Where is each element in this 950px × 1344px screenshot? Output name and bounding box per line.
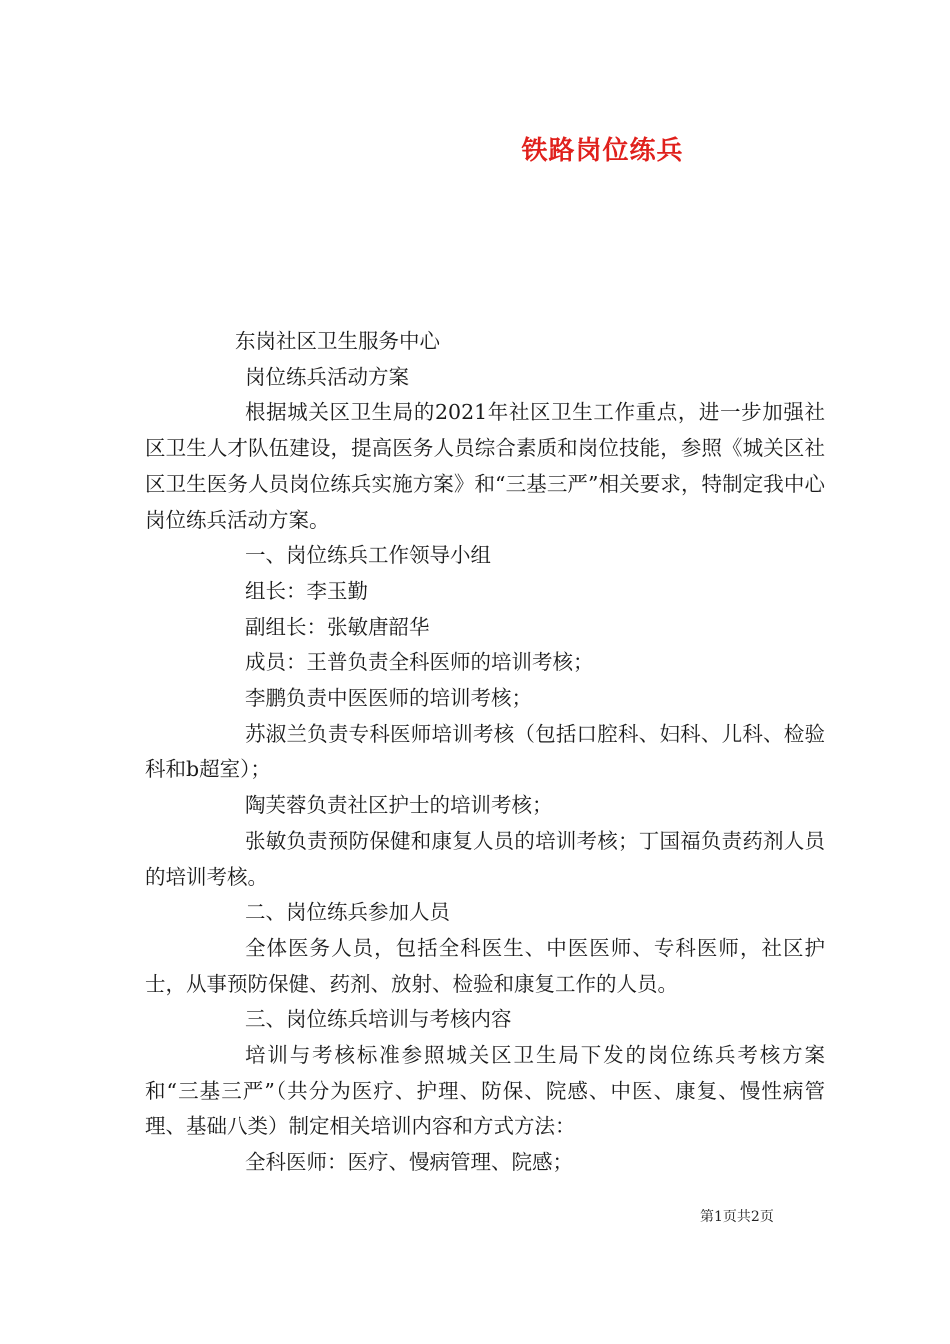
paragraph-participants: 全体医务人员，包括全科医生、中医医师、专科医师，社区护士，从事预防保健、药剂、放射、检验和康复工作的人员。 xyxy=(145,935,825,996)
paragraph-leader: 组长：李玉勤 xyxy=(245,578,368,603)
page-title: 铁路岗位练兵 xyxy=(521,136,684,166)
paragraph-deputy-leader: 副组长：张敏唐韶华 xyxy=(245,614,430,639)
paragraph-standards: 培训与考核标准参照城关区卫生局下发的岗位练兵考核方案和“三基三严”（共分为医疗、护理、防保、院感、中医、康复、慢性病管理、基础八类）制定相关培训内容和方式方法： xyxy=(145,1043,825,1139)
paragraph-organization: 东岗社区卫生服务中心 xyxy=(235,329,440,353)
paragraph-members: 成员：王普负责全科医师的培训考核； xyxy=(245,650,594,675)
document-body xyxy=(145,324,825,1181)
section-heading-1: 一、岗位练兵工作领导小组 xyxy=(245,543,491,568)
section-heading-2: 二、岗位练兵参加人员 xyxy=(245,900,450,925)
paragraph-member-li: 李鹏负责中医医师的培训考核； xyxy=(245,686,532,711)
paragraph-member-zhang: 张敏负责预防保健和康复人员的培训考核；丁国福负责药剂人员的培训考核。 xyxy=(145,828,825,889)
paragraph-plan-title: 岗位练兵活动方案 xyxy=(245,364,409,389)
paragraph-intro: 根据城关区卫生局的2021年社区卫生工作重点，进一步加强社区卫生人才队伍建设，提高医务人员综合素质和岗位技能，参照《城关区社区卫生医务人员岗位练兵实施方案》和“三基三严”相关要求，特制定我中心岗位练兵活动方案。 xyxy=(145,400,825,532)
paragraph-member-tao: 陶芙蓉负责社区护士的培训考核； xyxy=(245,793,553,818)
paragraph-member-su: 苏淑兰负责专科医师培训考核（包括口腔科、妇科、儿科、检验科和b超室）； xyxy=(145,721,825,782)
page-number-footer: 第1页共2页 xyxy=(700,1209,774,1225)
section-heading-3: 三、岗位练兵培训与考核内容 xyxy=(245,1007,512,1032)
paragraph-gp: 全科医师：医疗、慢病管理、院感； xyxy=(245,1150,573,1175)
